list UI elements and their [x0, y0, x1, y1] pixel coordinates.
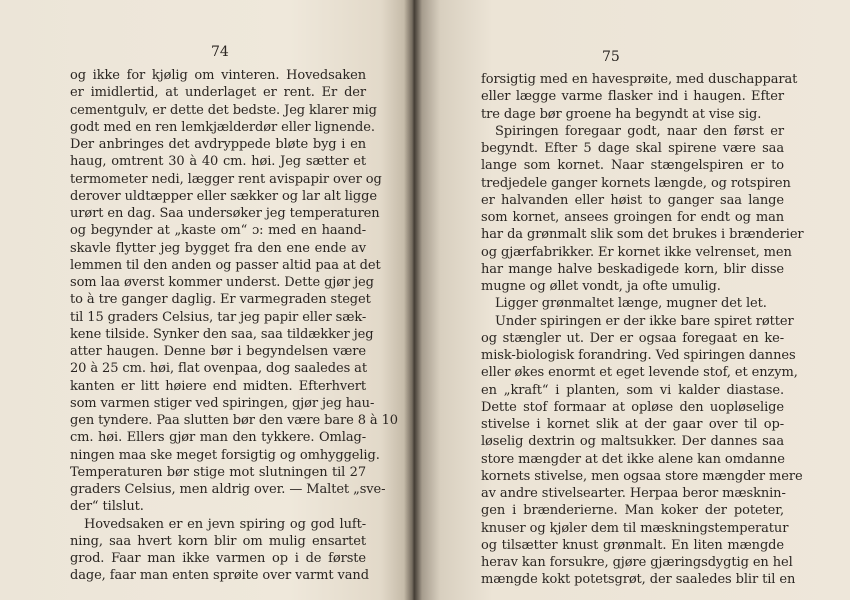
text-line: cementgulv, er dette det bedste. Jeg klarer mig [70, 102, 377, 118]
text-line: Hovedsaken er en jevn spiring og god luft- [84, 516, 366, 532]
text-line: og begynder at „kaste om“ ɔ: med en haand- [70, 223, 366, 239]
text-line: og stængler ut. Der er ogsaa foregaat en ke- [481, 330, 784, 346]
text-line: har mange halve beskadigede korn, blir disse [481, 261, 784, 277]
text-line: urørt en dag. Saa undersøker jeg temperaturen [70, 206, 380, 221]
text-line: tre dage bør groene ha begyndt at vise sig. [481, 106, 762, 122]
body-text [481, 71, 804, 589]
text-line: skavle flytter jeg bygget fra den ene ende av [70, 240, 366, 256]
text-line: lemmen til den anden og passer altid paa at det [70, 257, 381, 273]
text-line: kanten er litt høiere end midten. Efterhvert [70, 378, 366, 394]
text-line: herav kan forsukre, gjøre gjæringsdygtig en hel [481, 555, 793, 570]
text-line: grod. Faar man ikke varmen op i de første [70, 551, 366, 566]
text-line: tredjedele ganger kornets længde, og rotspiren [481, 175, 791, 191]
page-number: 74 [211, 44, 229, 60]
text-line: en „kraft“ i planten, som vi kalder diastase. [481, 382, 784, 398]
text-line: og gjærfabrikker. Er kornet ikke velrenset, men [481, 244, 792, 260]
text-line: som kornet, ansees groingen for endt og man [481, 210, 784, 225]
text-line: graders Celsius, men aldrig over. — Maltet „sve- [70, 482, 386, 497]
text-line: mængde kokt potetsgrøt, der saaledes blir til en [481, 572, 796, 588]
text-line: av andre stivelsearter. Herpaa beror mæsknin- [481, 486, 786, 501]
text-line: Temperaturen bør stige mot slutningen til 27 [70, 464, 366, 480]
text-line: ning, saa hvert korn blir om mulig ensartet [70, 533, 366, 549]
text-line: Der anbringes det avdryppede bløte byg i en [70, 137, 366, 152]
text-line: atter haugen. Denne bør i begyndelsen være [70, 344, 366, 359]
text-line: cm. høi. Ellers gjør man den tykkere. Omlag- [70, 430, 366, 446]
text-line: godt med en ren lemkjælderdør eller lignende. [70, 119, 375, 135]
text-line: termometer nedi, lægger rent avispapir over og [70, 171, 382, 187]
text-line: 20 à 25 cm. høi, flat ovenpaa, dog saaledes at [70, 361, 367, 377]
text-line: Dette stof formaar at opløse den uopløselige [481, 399, 784, 415]
text-line: der“ tilslut. [70, 499, 144, 515]
body-text [70, 67, 398, 585]
text-line: Ligger grønmaltet længe, mugner det let. [495, 296, 767, 312]
page-number: 75 [602, 49, 620, 65]
text-line: derover uldtæpper eller sækker og lar alt ligge [70, 188, 377, 204]
text-line: og ikke for kjølig om vinteren. Hovedsaken [70, 68, 366, 83]
text-line: gen i brænderierne. Man koker der poteter, [481, 503, 784, 519]
text-line: kene tilside. Synker den saa, saa tildækker jeg [70, 326, 374, 342]
text-line: kornets stivelse, men ogsaa store mængder mere [481, 468, 803, 484]
text-line: har da grønmalt slik som det brukes i brænderier [481, 227, 804, 243]
text-line: til 15 graders Celsius, tar jeg papir eller sæk- [70, 309, 367, 325]
text-line: som varmen stiger ved spiringen, gjør jeg hau- [70, 395, 375, 411]
text-line: løselig dextrin og maltsukker. Der dannes saa [481, 434, 784, 450]
text-line: gen tyndere. Paa slutten bør den være bare 8 à 10 [70, 413, 398, 428]
text-line: ningen maa ske meget forsigtig og omhyggelig. [70, 447, 380, 463]
text-line: eller økes enormt et eget levende stof, et enzym, [481, 365, 798, 381]
text-line: stivelse i kornet slik at der gaar over til op- [481, 417, 784, 432]
text-line: forsigtig med en havesprøite, med duschapparat [481, 72, 798, 87]
text-line: og tilsætter knust grønmalt. En liten mængde [481, 537, 784, 553]
text-line: Spiringen foregaar godt, naar den først er [495, 123, 784, 139]
text-line: begyndt. Efter 5 dage skal spirene være saa [481, 141, 784, 156]
text-line: Under spiringen er der ikke bare spiret røtter [495, 313, 794, 329]
book-gutter [404, 0, 422, 600]
text-line: knuser og kjøler dem til mæskningstemperatur [481, 520, 789, 536]
text-line: er imidlertid, at underlaget er rent. Er der [70, 85, 366, 101]
text-line: er halvanden eller høist to ganger saa lange [481, 192, 784, 208]
text-line: misk-biologisk forandring. Ved spiringen dannes [481, 348, 796, 363]
text-line: lange som kornet. Naar stængelspiren er to [481, 158, 784, 174]
text-line: som laa øverst kommer underst. Dette gjør jeg [70, 275, 374, 290]
text-line: to à tre ganger daglig. Er varmegraden steget [70, 292, 371, 308]
text-line: haug, omtrent 30 à 40 cm. høi. Jeg sætter et [70, 154, 366, 170]
text-line: dage, faar man enten sprøite over varmt vand [70, 568, 369, 584]
text-line: mugne og øllet vondt, ja ofte umulig. [481, 279, 721, 294]
left-page [0, 0, 414, 600]
text-line: eller lægge varme flasker ind i haugen. Efter [481, 89, 784, 105]
text-line: store mængder at det ikke alene kan omdanne [481, 451, 785, 467]
right-page [414, 0, 850, 600]
